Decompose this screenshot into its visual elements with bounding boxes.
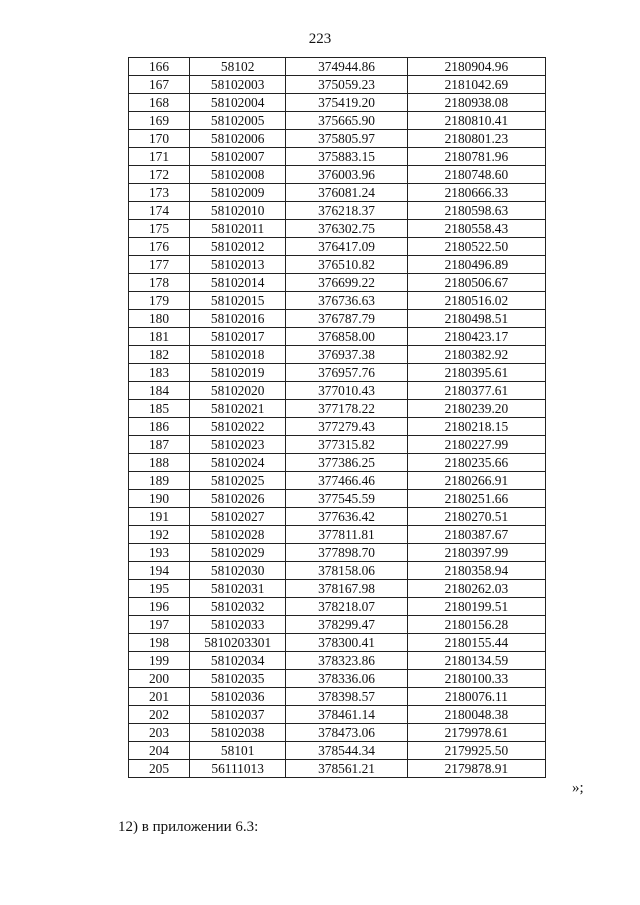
point-id-cell: 58102010	[190, 202, 286, 220]
x-coordinate-cell: 378218.07	[286, 598, 407, 616]
point-id-cell: 56111013	[190, 760, 286, 778]
y-coordinate-cell: 2180801.23	[407, 130, 545, 148]
table-row	[129, 634, 546, 652]
x-coordinate-cell: 378167.98	[286, 580, 407, 598]
x-coordinate-cell: 376003.96	[286, 166, 407, 184]
y-coordinate-cell: 2180076.11	[407, 688, 545, 706]
y-coordinate-cell: 2180218.15	[407, 418, 545, 436]
table-row	[129, 130, 546, 148]
row-number-cell: 167	[129, 76, 190, 94]
x-coordinate-cell: 375665.90	[286, 112, 407, 130]
x-coordinate-cell: 376417.09	[286, 238, 407, 256]
point-id-cell: 58102014	[190, 274, 286, 292]
y-coordinate-cell: 2180558.43	[407, 220, 545, 238]
closing-quote: »;	[572, 780, 584, 796]
row-number-cell: 169	[129, 112, 190, 130]
table-row	[129, 346, 546, 364]
point-id-cell: 58102028	[190, 526, 286, 544]
table-row	[129, 724, 546, 742]
x-coordinate-cell: 378158.06	[286, 562, 407, 580]
point-id-cell: 58102019	[190, 364, 286, 382]
y-coordinate-cell: 2181042.69	[407, 76, 545, 94]
table-row	[129, 400, 546, 418]
table-row	[129, 526, 546, 544]
point-id-cell: 58102005	[190, 112, 286, 130]
table-row	[129, 220, 546, 238]
x-coordinate-cell: 376957.76	[286, 364, 407, 382]
row-number-cell: 188	[129, 454, 190, 472]
table-row	[129, 256, 546, 274]
y-coordinate-cell: 2180423.17	[407, 328, 545, 346]
row-number-cell: 204	[129, 742, 190, 760]
point-id-cell: 58102023	[190, 436, 286, 454]
y-coordinate-cell: 2180134.59	[407, 652, 545, 670]
point-id-cell: 58102033	[190, 616, 286, 634]
point-id-cell: 58102020	[190, 382, 286, 400]
row-number-cell: 190	[129, 490, 190, 508]
table-row	[129, 670, 546, 688]
y-coordinate-cell: 2180235.66	[407, 454, 545, 472]
row-number-cell: 181	[129, 328, 190, 346]
y-coordinate-cell: 2180239.20	[407, 400, 545, 418]
point-id-cell: 58102030	[190, 562, 286, 580]
coordinates-table-body	[129, 58, 546, 778]
row-number-cell: 168	[129, 94, 190, 112]
x-coordinate-cell: 378299.47	[286, 616, 407, 634]
x-coordinate-cell: 377811.81	[286, 526, 407, 544]
table-row	[129, 148, 546, 166]
row-number-cell: 177	[129, 256, 190, 274]
table-row	[129, 112, 546, 130]
y-coordinate-cell: 2180262.03	[407, 580, 545, 598]
table-row	[129, 202, 546, 220]
table-row	[129, 706, 546, 724]
x-coordinate-cell: 375805.97	[286, 130, 407, 148]
y-coordinate-cell: 2180155.44	[407, 634, 545, 652]
table-row	[129, 598, 546, 616]
row-number-cell: 200	[129, 670, 190, 688]
row-number-cell: 179	[129, 292, 190, 310]
y-coordinate-cell: 2180810.41	[407, 112, 545, 130]
row-number-cell: 196	[129, 598, 190, 616]
table-row	[129, 472, 546, 490]
table-row	[129, 166, 546, 184]
row-number-cell: 194	[129, 562, 190, 580]
table-row	[129, 310, 546, 328]
y-coordinate-cell: 2180199.51	[407, 598, 545, 616]
y-coordinate-cell: 2179978.61	[407, 724, 545, 742]
point-id-cell: 58101	[190, 742, 286, 760]
y-coordinate-cell: 2180266.91	[407, 472, 545, 490]
row-number-cell: 171	[129, 148, 190, 166]
row-number-cell: 174	[129, 202, 190, 220]
table-row	[129, 562, 546, 580]
point-id-cell: 58102037	[190, 706, 286, 724]
y-coordinate-cell: 2179878.91	[407, 760, 545, 778]
clause-text: 12) в приложении 6.3:	[118, 819, 259, 835]
x-coordinate-cell: 377386.25	[286, 454, 407, 472]
point-id-cell: 58102031	[190, 580, 286, 598]
point-id-cell: 58102007	[190, 148, 286, 166]
table-row	[129, 688, 546, 706]
point-id-cell: 58102022	[190, 418, 286, 436]
row-number-cell: 202	[129, 706, 190, 724]
x-coordinate-cell: 375883.15	[286, 148, 407, 166]
row-number-cell: 186	[129, 418, 190, 436]
x-coordinate-cell: 376787.79	[286, 310, 407, 328]
table-row	[129, 328, 546, 346]
x-coordinate-cell: 377466.46	[286, 472, 407, 490]
row-number-cell: 176	[129, 238, 190, 256]
x-coordinate-cell: 378473.06	[286, 724, 407, 742]
point-id-cell: 58102017	[190, 328, 286, 346]
table-row	[129, 382, 546, 400]
table-row	[129, 418, 546, 436]
x-coordinate-cell: 376937.38	[286, 346, 407, 364]
x-coordinate-cell: 376218.37	[286, 202, 407, 220]
table-row	[129, 616, 546, 634]
point-id-cell: 58102036	[190, 688, 286, 706]
y-coordinate-cell: 2180781.96	[407, 148, 545, 166]
row-number-cell: 180	[129, 310, 190, 328]
table-row	[129, 76, 546, 94]
point-id-cell: 58102026	[190, 490, 286, 508]
y-coordinate-cell: 2180498.51	[407, 310, 545, 328]
point-id-cell: 58102016	[190, 310, 286, 328]
y-coordinate-cell: 2180387.67	[407, 526, 545, 544]
coordinates-table	[128, 57, 546, 778]
table-row	[129, 490, 546, 508]
row-number-cell: 187	[129, 436, 190, 454]
y-coordinate-cell: 2180100.33	[407, 670, 545, 688]
row-number-cell: 201	[129, 688, 190, 706]
point-id-cell: 58102009	[190, 184, 286, 202]
x-coordinate-cell: 377178.22	[286, 400, 407, 418]
row-number-cell: 175	[129, 220, 190, 238]
point-id-cell: 58102024	[190, 454, 286, 472]
y-coordinate-cell: 2180496.89	[407, 256, 545, 274]
x-coordinate-cell: 377898.70	[286, 544, 407, 562]
x-coordinate-cell: 376736.63	[286, 292, 407, 310]
table-row	[129, 292, 546, 310]
table-row	[129, 760, 546, 778]
table-row	[129, 274, 546, 292]
point-id-cell: 58102021	[190, 400, 286, 418]
x-coordinate-cell: 374944.86	[286, 58, 407, 76]
x-coordinate-cell: 378398.57	[286, 688, 407, 706]
y-coordinate-cell: 2180227.99	[407, 436, 545, 454]
x-coordinate-cell: 377545.59	[286, 490, 407, 508]
x-coordinate-cell: 378300.41	[286, 634, 407, 652]
x-coordinate-cell: 376510.82	[286, 256, 407, 274]
table-row	[129, 364, 546, 382]
table-row	[129, 508, 546, 526]
point-id-cell: 58102027	[190, 508, 286, 526]
x-coordinate-cell: 376081.24	[286, 184, 407, 202]
point-id-cell: 58102025	[190, 472, 286, 490]
y-coordinate-cell: 2180048.38	[407, 706, 545, 724]
y-coordinate-cell: 2180395.61	[407, 364, 545, 382]
row-number-cell: 197	[129, 616, 190, 634]
y-coordinate-cell: 2180377.61	[407, 382, 545, 400]
x-coordinate-cell: 378336.06	[286, 670, 407, 688]
point-id-cell: 58102029	[190, 544, 286, 562]
page-number: 223	[308, 31, 332, 47]
x-coordinate-cell: 377636.42	[286, 508, 407, 526]
table-row	[129, 94, 546, 112]
x-coordinate-cell: 377279.43	[286, 418, 407, 436]
table-row	[129, 652, 546, 670]
row-number-cell: 199	[129, 652, 190, 670]
y-coordinate-cell: 2180516.02	[407, 292, 545, 310]
point-id-cell: 58102038	[190, 724, 286, 742]
table-row	[129, 454, 546, 472]
point-id-cell: 58102034	[190, 652, 286, 670]
row-number-cell: 205	[129, 760, 190, 778]
row-number-cell: 185	[129, 400, 190, 418]
table-row	[129, 742, 546, 760]
y-coordinate-cell: 2180748.60	[407, 166, 545, 184]
y-coordinate-cell: 2180358.94	[407, 562, 545, 580]
point-id-cell: 58102018	[190, 346, 286, 364]
x-coordinate-cell: 375419.20	[286, 94, 407, 112]
row-number-cell: 198	[129, 634, 190, 652]
point-id-cell: 58102004	[190, 94, 286, 112]
row-number-cell: 191	[129, 508, 190, 526]
y-coordinate-cell: 2180382.92	[407, 346, 545, 364]
table-row	[129, 184, 546, 202]
point-id-cell: 58102035	[190, 670, 286, 688]
row-number-cell: 172	[129, 166, 190, 184]
point-id-cell: 58102013	[190, 256, 286, 274]
y-coordinate-cell: 2180522.50	[407, 238, 545, 256]
x-coordinate-cell: 378544.34	[286, 742, 407, 760]
y-coordinate-cell: 2180938.08	[407, 94, 545, 112]
row-number-cell: 173	[129, 184, 190, 202]
row-number-cell: 193	[129, 544, 190, 562]
x-coordinate-cell: 376858.00	[286, 328, 407, 346]
x-coordinate-cell: 378461.14	[286, 706, 407, 724]
point-id-cell: 58102003	[190, 76, 286, 94]
y-coordinate-cell: 2180156.28	[407, 616, 545, 634]
table-row	[129, 436, 546, 454]
x-coordinate-cell: 377315.82	[286, 436, 407, 454]
x-coordinate-cell: 376699.22	[286, 274, 407, 292]
point-id-cell: 58102	[190, 58, 286, 76]
table-row	[129, 58, 546, 76]
row-number-cell: 166	[129, 58, 190, 76]
row-number-cell: 195	[129, 580, 190, 598]
y-coordinate-cell: 2180397.99	[407, 544, 545, 562]
row-number-cell: 184	[129, 382, 190, 400]
y-coordinate-cell: 2180904.96	[407, 58, 545, 76]
row-number-cell: 170	[129, 130, 190, 148]
y-coordinate-cell: 2179925.50	[407, 742, 545, 760]
y-coordinate-cell: 2180598.63	[407, 202, 545, 220]
table-row	[129, 580, 546, 598]
point-id-cell: 58102032	[190, 598, 286, 616]
point-id-cell: 58102012	[190, 238, 286, 256]
point-id-cell: 58102015	[190, 292, 286, 310]
row-number-cell: 189	[129, 472, 190, 490]
row-number-cell: 182	[129, 346, 190, 364]
row-number-cell: 183	[129, 364, 190, 382]
point-id-cell: 5810203301	[190, 634, 286, 652]
y-coordinate-cell: 2180270.51	[407, 508, 545, 526]
y-coordinate-cell: 2180666.33	[407, 184, 545, 202]
table-row	[129, 238, 546, 256]
point-id-cell: 58102008	[190, 166, 286, 184]
row-number-cell: 203	[129, 724, 190, 742]
point-id-cell: 58102006	[190, 130, 286, 148]
x-coordinate-cell: 375059.23	[286, 76, 407, 94]
y-coordinate-cell: 2180251.66	[407, 490, 545, 508]
y-coordinate-cell: 2180506.67	[407, 274, 545, 292]
x-coordinate-cell: 378323.86	[286, 652, 407, 670]
x-coordinate-cell: 377010.43	[286, 382, 407, 400]
row-number-cell: 192	[129, 526, 190, 544]
row-number-cell: 178	[129, 274, 190, 292]
x-coordinate-cell: 376302.75	[286, 220, 407, 238]
x-coordinate-cell: 378561.21	[286, 760, 407, 778]
table-row	[129, 544, 546, 562]
point-id-cell: 58102011	[190, 220, 286, 238]
